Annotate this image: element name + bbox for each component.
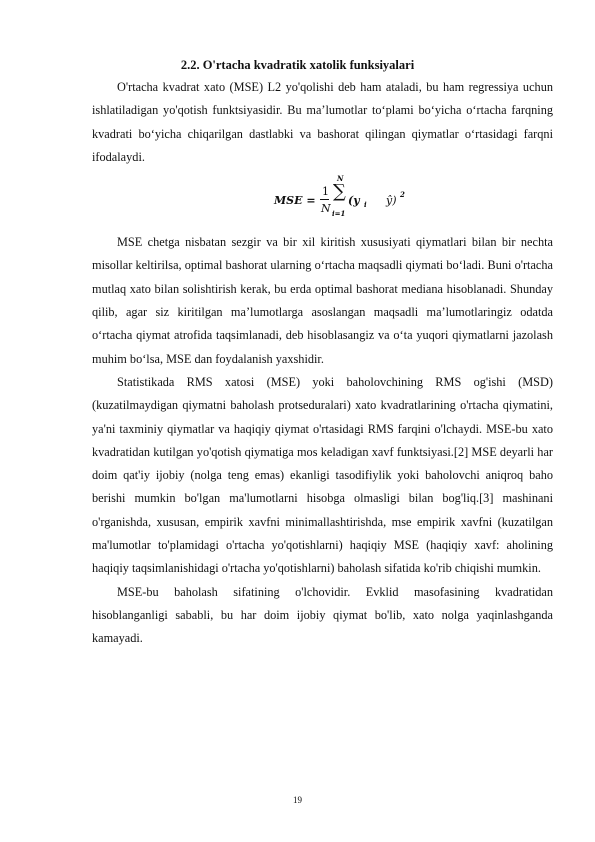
formula-lhs: MSE = — [274, 194, 316, 208]
fraction-bar — [320, 199, 329, 200]
formula-term-hat: ŷ) — [386, 194, 397, 208]
paragraph-1: O'rtacha kvadrat xato (MSE) L2 yo'qolishi deb ham ataladi, bu ham regressiya uchun ishlatiladigan yo'qotish funktsiyasidir. Bu maʼlumotlar toʻplami boʻyicha oʻrtacha farqning kvadrati boʻyicha chiqarilgan dastlabki va bashorat qilingan qiymatlar oʻrtasidagi farqni ifodalaydi. — [92, 80, 553, 164]
paragraph-2: MSE chetga nisbatan sezgir va bir xil kiritish xususiyati qiymatlari bilan bir nechta misollar keltirilsa, optimal bashorat ularning o‘rtacha maqsadli qiymati bo‘ladi. Buni o'rtacha mutlaq xato bilan solishtirish kerak, bu erda optimal bashorat mediana hisoblanadi. Shunday qilib, agar siz kiritilgan maʼlumotlarga asoslangan maqsadli maʼlumotlaringiz odatda oʻrtacha qiymat atrofida taqsimlanadi, deb hisoblasangiz va oʻta yuqori qiymatlarni jazolash muhim boʻlsa, MSE dan foydalanish yaxshidir. — [92, 235, 553, 366]
sum-upper-limit: N — [337, 174, 344, 184]
formula-denominator: N — [321, 202, 331, 216]
formula-term-subscript: i — [364, 200, 367, 210]
paragraph-3: Statistikada RMS xatosi (MSE) yoki baholovchining RMS og'ishi (MSD) (kuzatilmaydigan qiymatni baholash protseduralari) xato kvadratlarining o'rtacha qiymatini, ya'ni taxminiy qiymatlar va haqiqiy qiymat o'rtasidagi RMS farqini o'lchaydi. MSE-bu xato kvadratidan kutilgan yo'qotish qiymatiga mos keladigan xavf funktsiyasi.[2] MSE deyarli har doim qat'iy ijobiy (nolga teng emas) ekanligi tasodifiylik yoki baholovchi aniqroq baho berishi mumkin bo'lgan ma'lumotlarni hisobga olmasligi bilan bog'liq.[3] mashinani o'rganishda, xususan, empirik xavfni minimallashtirishda, mse empirik xavfni (kuzatilgan ma'lumotlar to'plamidagi o'rtacha yo'qotishlarni) haqiqiy MSE (haqiqiy xavf: aholining haqiqiy taqsimlanishidagi o'rtacha yo'qotishlarni) baholash sifatida ko'rib chiqishi mumkin. — [92, 374, 553, 576]
sum-symbol: ∑ — [333, 181, 346, 203]
page-number: 19 — [293, 795, 302, 805]
sum-lower-limit: i=1 — [332, 209, 346, 219]
formula-term: (y — [348, 194, 360, 208]
section-title: 2.2. O'rtacha kvadratik xatolik funksiyalari — [180, 58, 415, 72]
formula-numerator: 1 — [322, 185, 329, 199]
paragraph-4: MSE-bu baholash sifatining o'lchovidir. Evklid masofasining kvadratidan hisoblanganligi sababli, bu har doim ijobiy qiymat bo'lib, xato nolga yaqinlashganda kamayadi. — [92, 584, 553, 646]
mse-formula — [92, 169, 553, 231]
formula-exponent: 2 — [400, 190, 405, 200]
body-text — [92, 76, 553, 651]
